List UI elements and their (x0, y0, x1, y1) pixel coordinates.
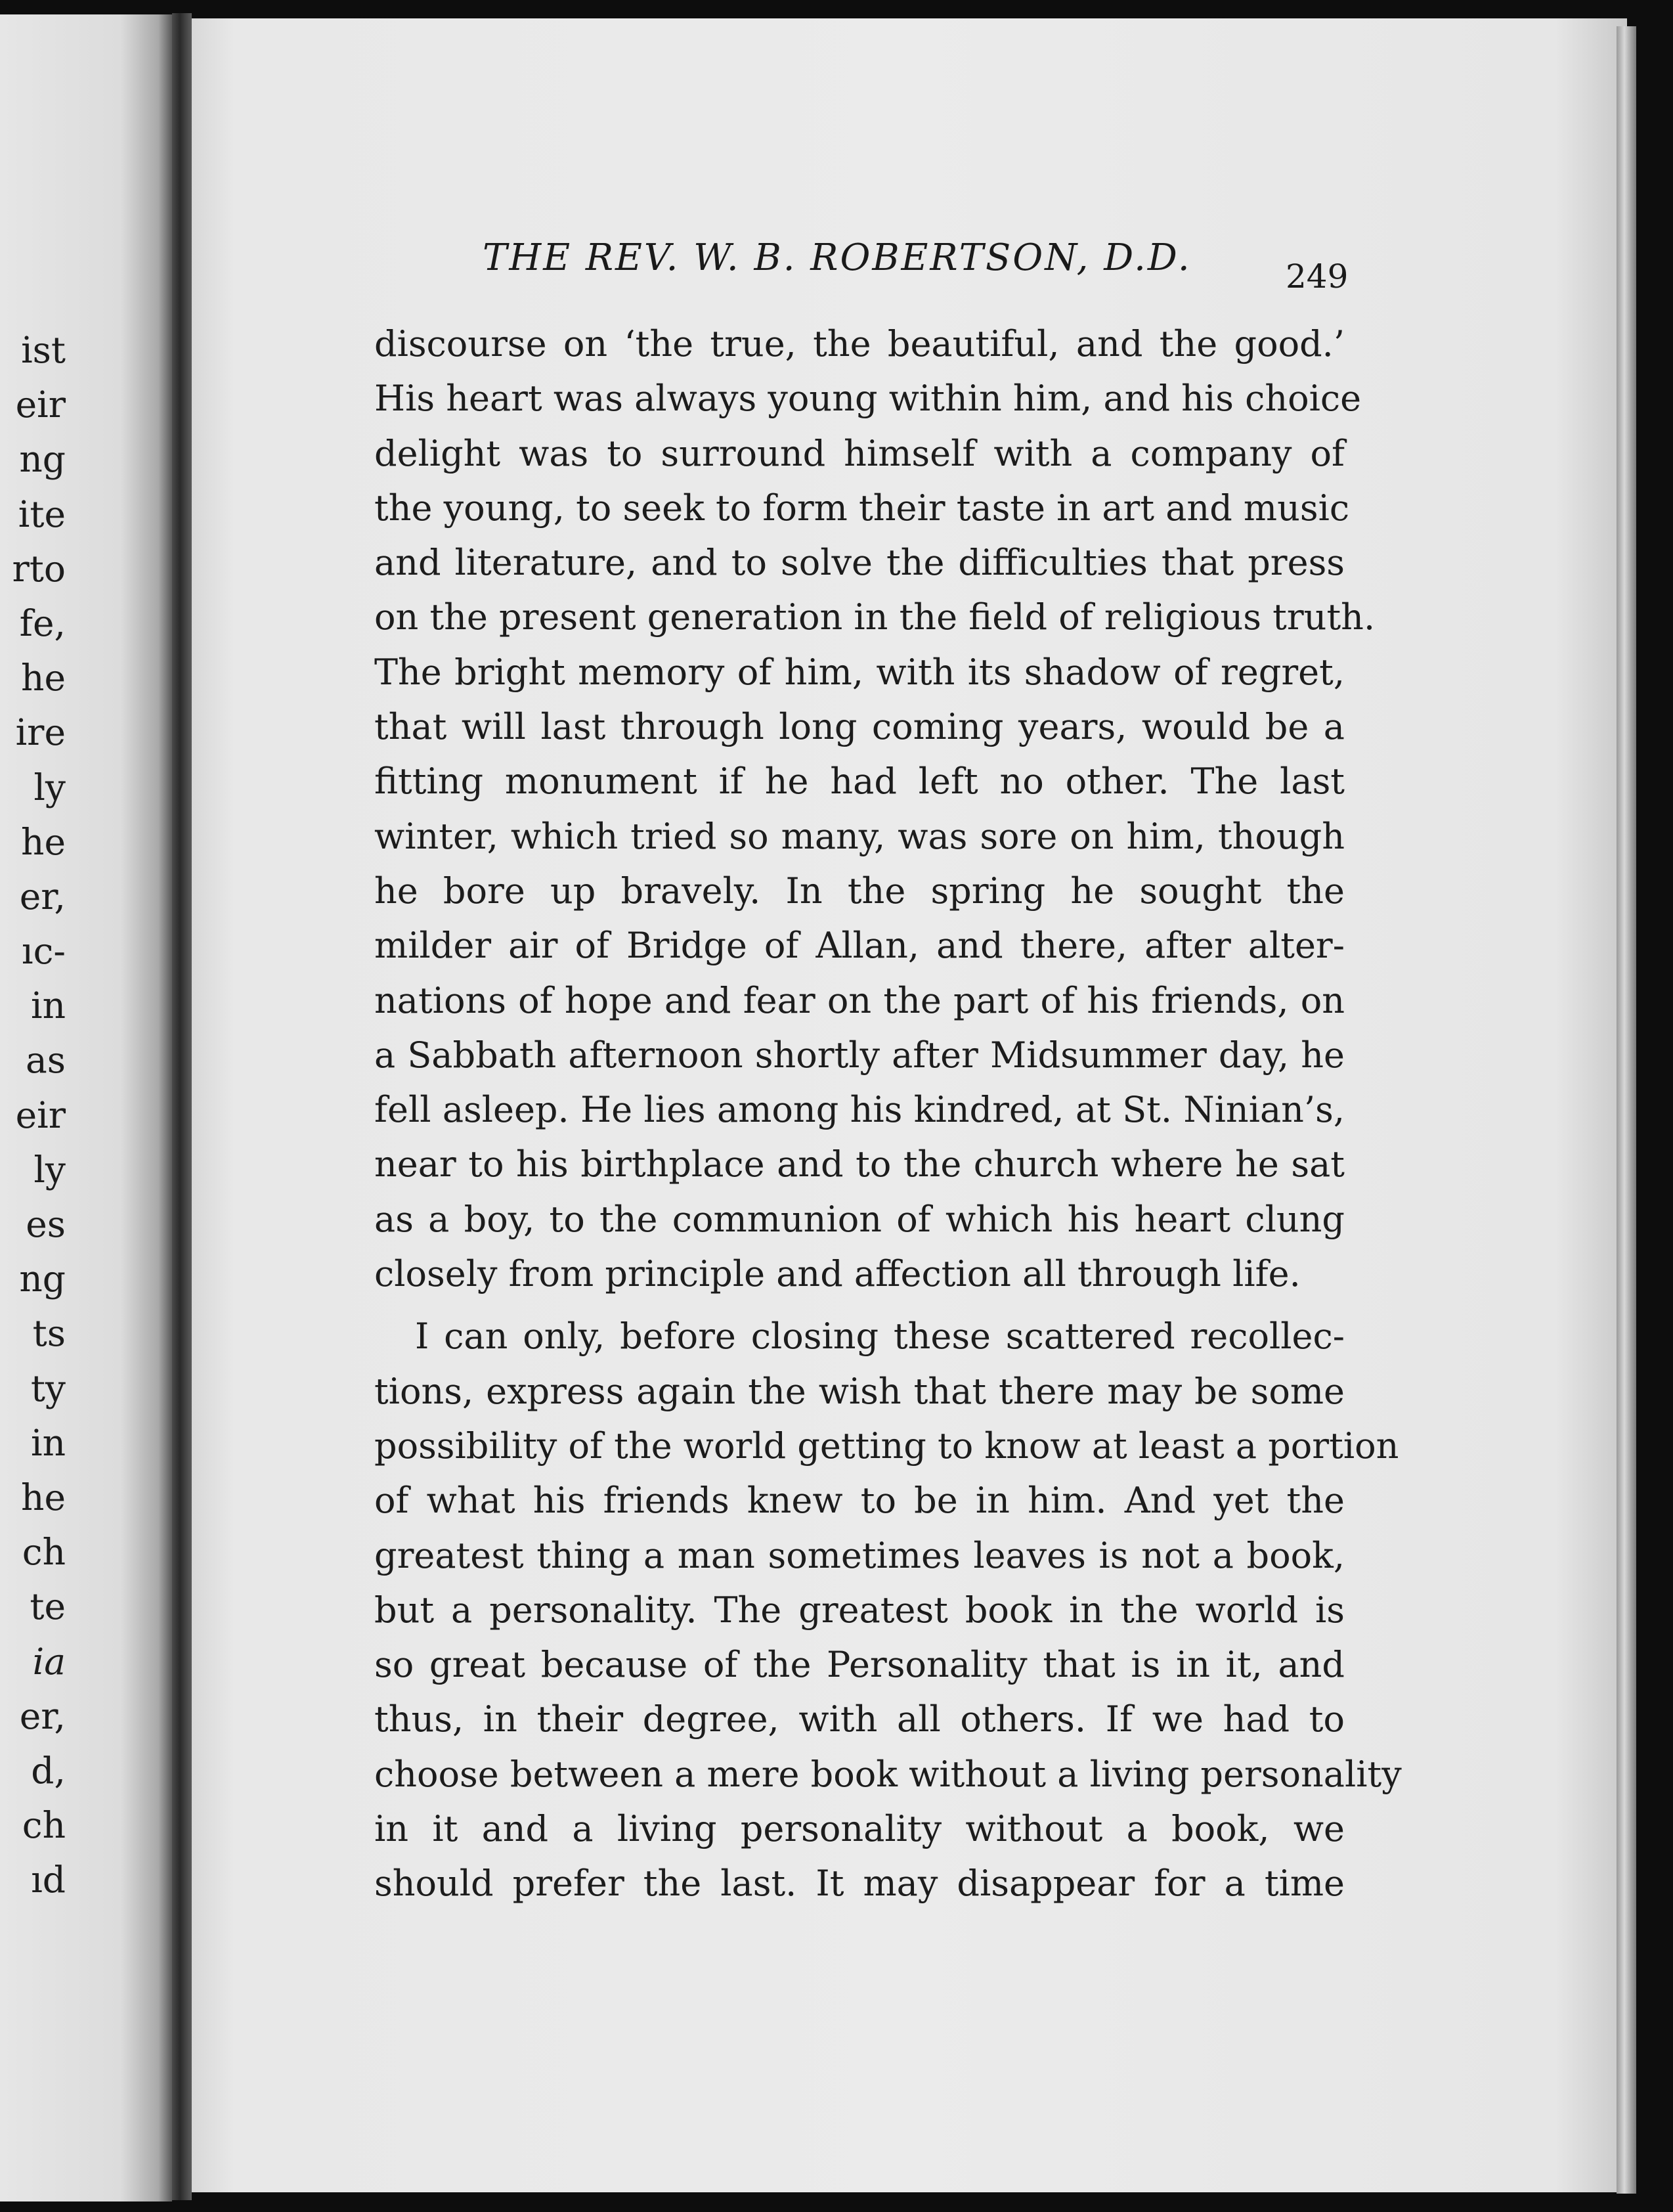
text-line: on the present generation in the field of religious truth. (374, 596, 1376, 638)
paragraph-gap (374, 1301, 1345, 1309)
left-page-fragment: es (26, 1203, 66, 1245)
paragraph (374, 317, 1376, 1301)
text-line: should prefer the last. It may disappear for a time (374, 1863, 1345, 1905)
left-page-fragment: ty (30, 1367, 66, 1409)
text-line: that will last through long coming years, would be a (374, 706, 1345, 748)
text-line: choose between a mere book without a living personality (374, 1753, 1402, 1795)
left-page-fragment: er, (19, 875, 66, 918)
text-line: milder air of Bridge of Allan, and there, after alter- (374, 925, 1345, 967)
left-page-text-fragments (0, 323, 66, 1907)
text-line: I can only, before closing these scattered recollec- (415, 1316, 1345, 1358)
text-line: the young, to seek to form their taste in art and music (374, 487, 1350, 529)
text-line: he bore up bravely. In the spring he sought the (374, 870, 1345, 912)
left-page-fragment: ia (32, 1640, 66, 1683)
left-facing-page (0, 14, 172, 2201)
page-edge (1617, 26, 1636, 2194)
text-line: thus, in their degree, with all others. If we had to (374, 1698, 1345, 1740)
left-page-fragment: ng (19, 438, 66, 481)
binding-gutter (172, 13, 192, 2200)
left-page-fragment: ts (32, 1312, 66, 1355)
left-page-fragment: in (30, 984, 66, 1027)
text-line: His heart was always young within him, and his choice (374, 378, 1362, 420)
text-line: closely from principle and affection all through life. (374, 1253, 1301, 1295)
left-page-fragment: ly (33, 1148, 66, 1191)
page-number: 249 (1286, 257, 1349, 296)
left-page-fragment: d, (31, 1749, 66, 1792)
left-page-fragment: as (25, 1039, 66, 1082)
text-line: greatest thing a man sometimes leaves is not a book, (374, 1534, 1345, 1576)
left-page-fragment: ıd (31, 1859, 66, 1901)
text-line: nations of hope and fear on the part of his friends, on (374, 979, 1345, 1021)
left-page-fragment: ch (22, 1804, 66, 1847)
left-page-fragment: rto (12, 547, 66, 590)
paragraph (374, 1309, 1402, 1911)
left-page-fragment: ly (33, 766, 66, 808)
text-line: so great because of the Personality that is in it, and (374, 1644, 1345, 1686)
text-line: near to his birthplace and to the church where he sat (374, 1143, 1345, 1185)
text-line: possibility of the world getting to know at least a portion (374, 1425, 1399, 1467)
left-page-fragment: ng (19, 1258, 66, 1300)
text-line: as a boy, to the communion of which his heart clung (374, 1198, 1345, 1240)
left-page-fragment: he (21, 657, 66, 699)
left-page-fragment: fe, (19, 602, 66, 644)
text-line: The bright memory of him, with its shadow of regret, (374, 651, 1345, 693)
text-line: a Sabbath afternoon shortly after Midsummer day, he (374, 1034, 1345, 1076)
left-page-fragment: ıc- (22, 930, 66, 973)
left-page-fragment: he (21, 1476, 66, 1518)
text-line: winter, which tried so many, was sore on him, though (374, 815, 1345, 857)
left-page-fragment: er, (19, 1694, 66, 1737)
text-line: tions, express again the wish that there may be some (374, 1370, 1345, 1412)
text-line: and literature, and to solve the difficulties that press (374, 542, 1345, 584)
left-page-fragment: te (30, 1585, 66, 1628)
left-page-fragment: ist (21, 329, 66, 371)
text-line: discourse on ‘the true, the beautiful, and the good.’ (374, 323, 1345, 365)
body-text (374, 317, 1402, 1911)
left-page-fragment: he (21, 820, 66, 863)
text-line: delight was to surround himself with a company of (374, 432, 1345, 474)
left-page-fragment: eir (15, 384, 66, 426)
text-line: in it and a living personality without a book, we (374, 1808, 1345, 1850)
text-line: fitting monument if he had left no other. The last (374, 761, 1345, 803)
left-page-fragment: ch (22, 1531, 66, 1574)
left-page-fragment: ite (18, 493, 66, 535)
text-line: of what his friends knew to be in him. And yet the (374, 1480, 1345, 1522)
left-page-fragment: ire (15, 711, 66, 754)
text-line: but a personality. The greatest book in the world is (374, 1589, 1345, 1631)
left-page-fragment: in (30, 1421, 66, 1464)
running-head: THE REV. W. B. ROBERTSON, D.D. (483, 236, 1192, 279)
text-line: fell asleep. He lies among his kindred, at St. Ninian’s, (374, 1089, 1345, 1131)
left-page-fragment: eir (15, 1094, 66, 1136)
